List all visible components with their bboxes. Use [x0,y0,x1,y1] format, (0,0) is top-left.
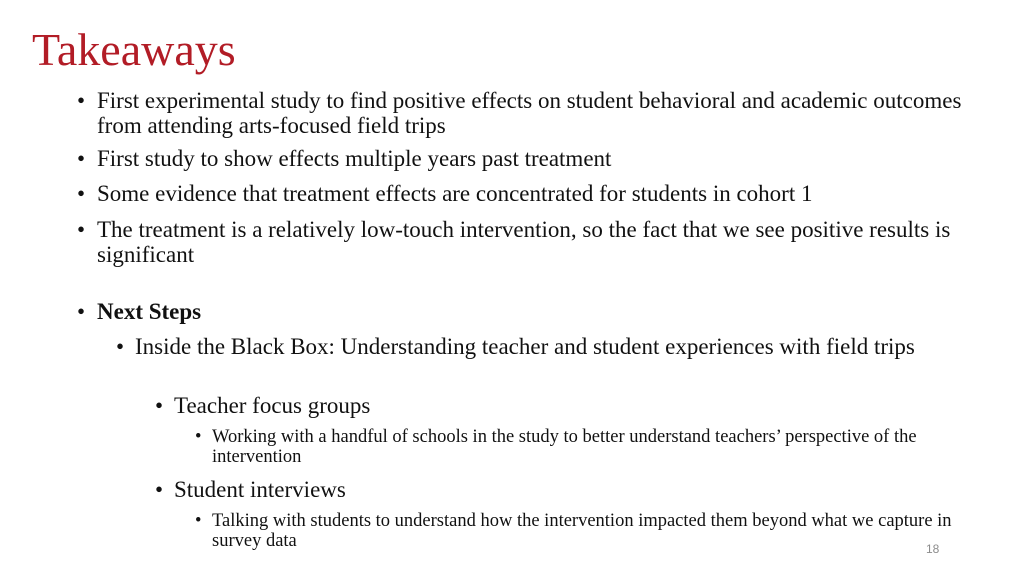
bullet-marker: • [77,217,86,242]
page-number: 18 [926,542,940,556]
takeaway-text: First experimental study to find positive effects on student behavioral and academic outcomes from attending arts-focused field trips [97,88,962,138]
teacher-focus-groups-label: Teacher focus groups [174,393,371,418]
takeaway-text: Some evidence that treatment effects are concentrated for students in cohort 1 [97,181,813,206]
takeaway-bullet-4 [77,217,977,267]
student-detail-text: Talking with students to understand how the intervention impacted them beyond what we capture in survey data [212,511,952,551]
teacher-focus-groups-detail [195,427,982,467]
bullet-marker: • [155,477,164,502]
bullet-marker: • [155,393,164,418]
takeaway-text: The treatment is a relatively low-touch intervention, so the fact that we see positive results is significant [97,217,951,267]
bullet-marker: • [77,181,86,206]
teacher-detail-text: Working with a handful of schools in the study to better understand teachers’ perspective of the intervention [212,427,917,467]
bullet-marker: • [195,427,202,447]
next-steps-item-text: Inside the Black Box: Understanding teacher and student experiences with field trips [135,334,915,359]
bullet-marker: • [116,334,125,359]
takeaway-bullet-1 [77,88,977,138]
bullet-marker: • [77,299,86,324]
takeaway-bullet-2 [77,146,977,171]
takeaway-text: First study to show effects multiple years past treatment [97,146,612,171]
student-interviews [155,477,974,502]
next-steps-heading [77,299,977,324]
bullet-marker: • [77,88,86,113]
next-steps-item [116,334,975,359]
student-interviews-detail [195,511,982,551]
next-steps-heading-text: Next Steps [97,299,202,324]
slide-title: Takeaways [32,24,236,75]
teacher-focus-groups [155,393,974,418]
bullet-marker: • [77,146,86,171]
student-interviews-label: Student interviews [174,477,346,502]
takeaway-bullet-3 [77,181,977,206]
bullet-marker: • [195,511,202,531]
